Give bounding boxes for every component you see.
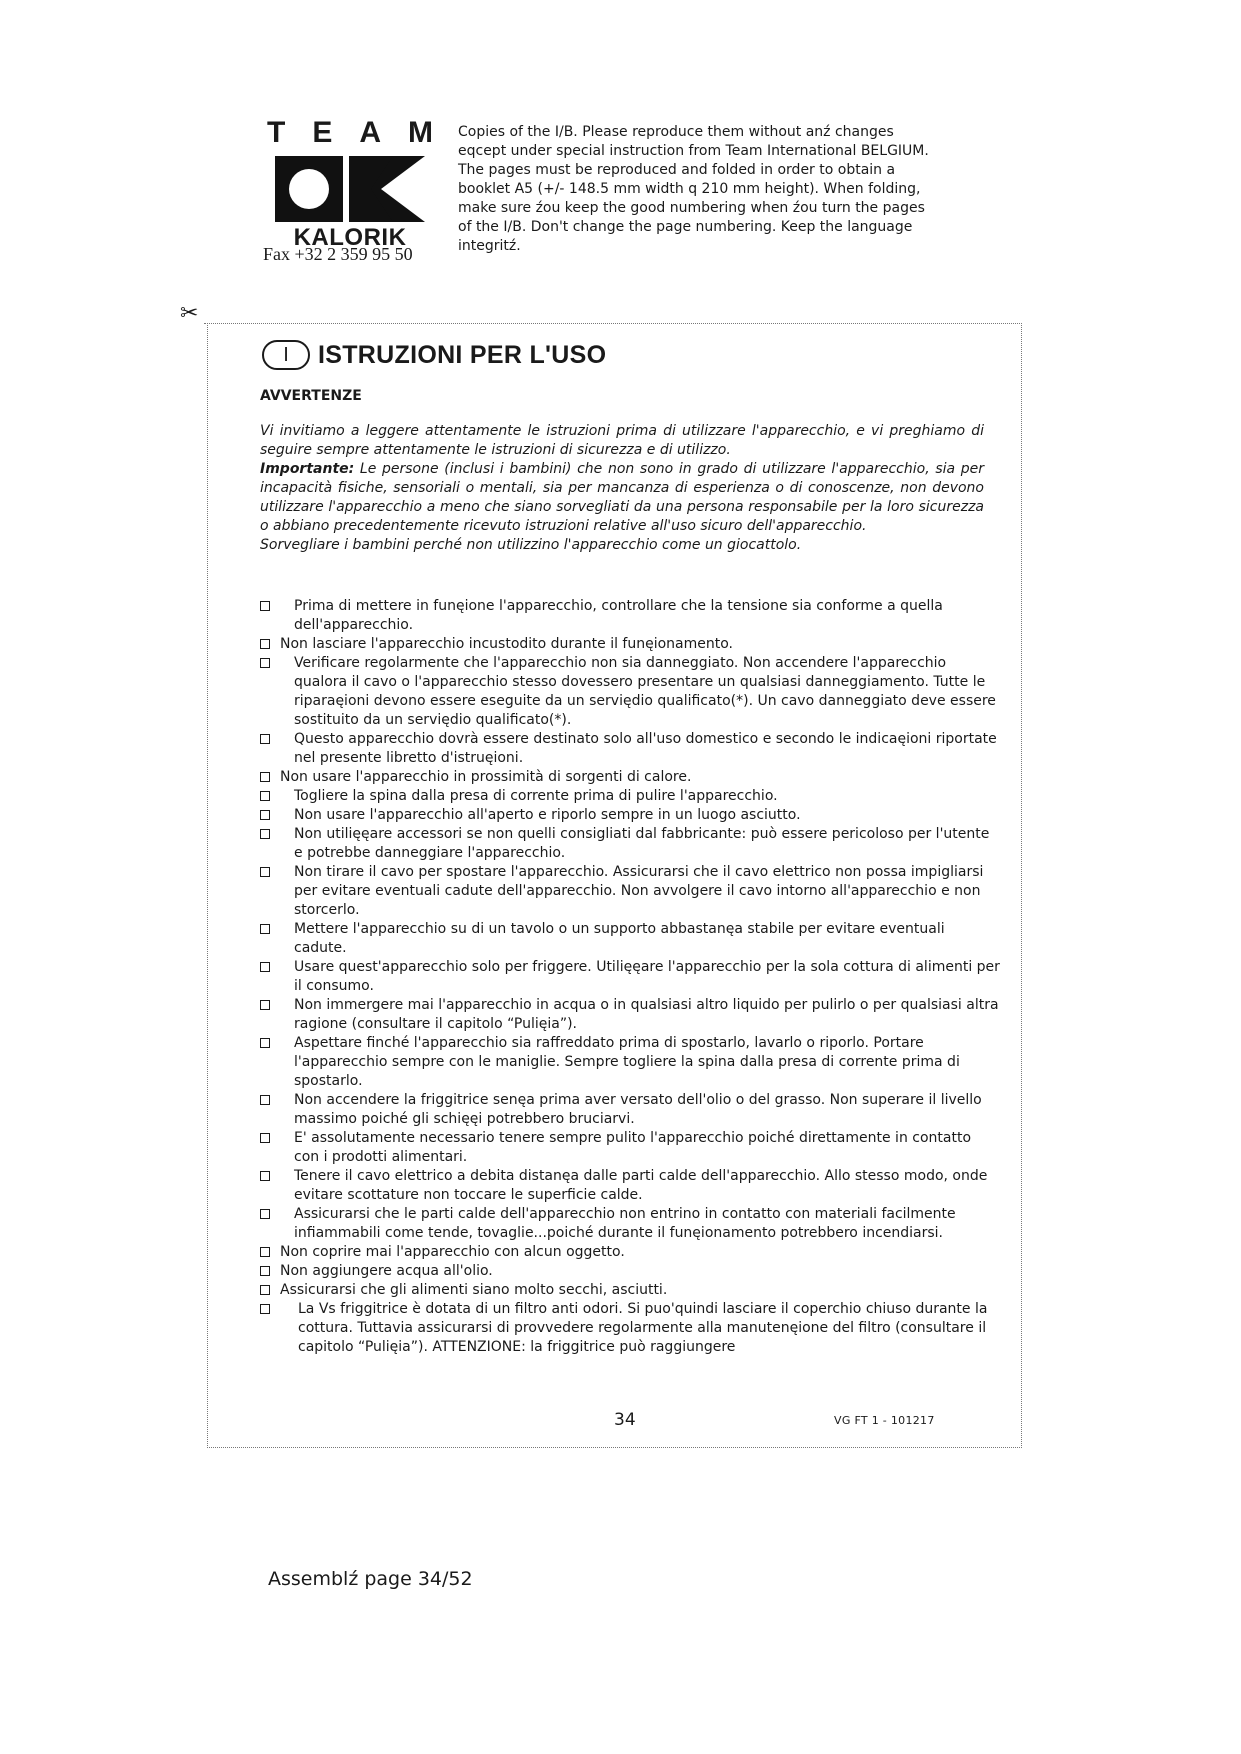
list-item [260, 1034, 1000, 1091]
list-item-text: Non accendere la friggitrice senęa prima aver versato dell'olio o del grasso. Non superare il livello massimo poiché gli schięęi potrebbero bruciarvi. [294, 1092, 982, 1127]
list-item-text: Non tirare il cavo per spostare l'apparecchio. Assicurarsi che il cavo elettrico non possa impigliarsi per evitare eventuali cadute dell'apparecchio. Non avvolgere il cavo intorno all'apparecchio e non storcerlo. [294, 864, 984, 918]
list-item [260, 635, 1000, 654]
intro-paragraph: Vi invitiamo a leggere attentamente le istruzioni prima di utilizzare l'apparecchio, e vi preghiamo di seguire sempre attentamente le istruzioni di sicurezza e di utilizzo. [260, 423, 984, 458]
checkbox-square-icon [260, 639, 270, 649]
note-line: Copies of the I/B. Please reproduce them without anź changes [458, 124, 894, 140]
checkbox-square-icon [260, 829, 270, 839]
checkbox-square-icon [260, 1000, 270, 1010]
checkbox-square-icon [260, 734, 270, 744]
note-line: integritź. [458, 238, 521, 254]
list-item-text: Mettere l'apparecchio su di un tavolo o un supporto abbastanęa stabile per evitare eventuali cadute. [294, 921, 945, 956]
important-paragraph [260, 460, 984, 536]
list-item-text: La Vs friggitrice è dotata di un filtro anti odori. Si puo'quindi lasciare il coperchio chiuso durante la cottura. Tuttavia assicurarsi di provvedere regolarmente alla manutenęione del filtro (consultare il capitolo “Pulięia”). ATTENZIONE: la friggitrice può raggiungere [298, 1301, 988, 1355]
page-number: 34 [614, 1410, 636, 1430]
list-item-text: Non usare l'apparecchio all'aperto e riporlo sempre in un luogo asciutto. [294, 807, 801, 823]
checkbox-square-icon [260, 867, 270, 877]
list-item-text: Non immergere mai l'apparecchio in acqua o in qualsiasi altro liquido per pulirlo o per qualsiasi altra ragione (consultare il capitolo “Pulięia”). [294, 997, 999, 1032]
checkbox-square-icon [260, 1304, 270, 1314]
intro-text [260, 422, 984, 555]
list-item-text: Non aggiungere acqua all'olio. [280, 1263, 493, 1279]
list-item [260, 1262, 1000, 1281]
list-item [260, 1167, 1000, 1205]
scissors-icon: ✂ [180, 301, 199, 326]
note-line: booklet A5 (+/- 148.5 mm width q 210 mm height). When folding, [458, 181, 921, 197]
warnings-subheading: AVVERTENZE [260, 388, 362, 404]
note-line: The pages must be reproduced and folded in order to obtain a [458, 162, 896, 178]
checkbox-square-icon [260, 810, 270, 820]
list-item-text: Verificare regolarmente che l'apparecchio non sia danneggiato. Non accendere l'apparecchio qualora il cavo o l'apparecchio stesso dovessero presentare un qualsiasi danneggiamento. Tutte le riparaęioni devono essere eseguite da un serviędio qualificato(*). Un cavo danneggiato deve essere sostituito da un serviędio qualificato(*). [294, 655, 996, 728]
note-line: of the I/B. Don't change the page numbering. Keep the language [458, 219, 913, 235]
list-item-text: Aspettare finché l'apparecchio sia raffreddato prima di spostarlo, lavarlo o riporlo. Portare l'apparecchio sempre con le maniglie. Sempre togliere la spina dalla presa di corrente prima di spostarlo. [294, 1035, 960, 1089]
checkbox-square-icon [260, 1247, 270, 1257]
checkbox-square-icon [260, 924, 270, 934]
logo-brand-text: KALORIK [293, 224, 407, 251]
section-title: ISTRUZIONI PER L'USO [318, 340, 607, 369]
language-badge-icon: I [262, 340, 310, 370]
list-item [260, 1243, 1000, 1262]
checkbox-square-icon [260, 1285, 270, 1295]
note-line: make sure źou keep the good numbering when źou turn the pages [458, 200, 925, 216]
assembly-page: Assemblź page 34/52 [268, 1568, 473, 1590]
list-item-text: Non lasciare l'apparecchio incustodito durante il funęionamento. [280, 636, 733, 652]
checkbox-square-icon [260, 1266, 270, 1276]
list-item [260, 1091, 1000, 1129]
document-code: VG FT 1 - 101217 [834, 1414, 935, 1427]
list-item [260, 787, 1000, 806]
list-item-text: Non usare l'apparecchio in prossimità di sorgenti di calore. [280, 769, 692, 785]
team-kalorik-logo [265, 118, 435, 252]
fax-number: Fax +32 2 359 95 50 [263, 244, 413, 264]
list-item-text: Usare quest'apparecchio solo per friggere. Utilięęare l'apparecchio per la sola cottura di alimenti per il consumo. [294, 959, 1000, 994]
list-item-text: Non coprire mai l'apparecchio con alcun oggetto. [280, 1244, 625, 1260]
list-item-text: Assicurarsi che gli alimenti siano molto secchi, asciutti. [280, 1282, 668, 1298]
warning-list [260, 597, 1000, 1357]
supervise-paragraph: Sorvegliare i bambini perché non utilizzino l'apparecchio come un giocattolo. [260, 537, 802, 553]
list-item-text: Non utilięęare accessori se non quelli consigliati dal fabbricante: può essere pericoloso per l'utente e potrebbe danneggiare l'apparecchio. [294, 826, 990, 861]
checkbox-square-icon [260, 1038, 270, 1048]
list-item [260, 863, 1000, 920]
important-label: Importante: [260, 461, 355, 477]
checkbox-square-icon [260, 658, 270, 668]
list-item [260, 654, 1000, 730]
checkbox-square-icon [260, 772, 270, 782]
list-item [260, 1281, 1000, 1300]
checkbox-square-icon [260, 1171, 270, 1181]
list-item-text: E' assolutamente necessario tenere sempre pulito l'apparecchio poiché direttamente in contatto con i prodotti alimentari. [294, 1130, 972, 1165]
reproduction-note [458, 123, 978, 256]
list-item-text: Tenere il cavo elettrico a debita distanęa dalle parti calde dell'apparecchio. Allo stesso modo, onde evitare scottature non toccare le superficie calde. [294, 1168, 988, 1203]
checkbox-square-icon [260, 791, 270, 801]
important-text: Le persone (inclusi i bambini) che non sono in grado di utilizzare l'apparecchio, sia per incapacità fisiche, sensoriali o mentali, sia per mancanza di esperienza o di conoscenze, non devono utilizzare l'apparecchio a meno che siano sorvegliati da una persona responsabile per la loro sicurezza o abbiano precedentemente ricevuto istruzioni relative all'uso sicuro dell'apparecchio. [260, 461, 984, 534]
list-item [260, 920, 1000, 958]
list-item-text: Questo apparecchio dovrà essere destinato solo all'uso domestico e secondo le indicaęioni riportate nel presente libretto d'istruęioni. [294, 731, 997, 766]
list-item-text: Togliere la spina dalla presa di corrente prima di pulire l'apparecchio. [294, 788, 778, 804]
checkbox-square-icon [260, 962, 270, 972]
list-item [260, 1300, 1000, 1357]
checkbox-square-icon [260, 1095, 270, 1105]
list-item [260, 825, 1000, 863]
list-item [260, 1129, 1000, 1167]
checkbox-square-icon [260, 601, 270, 611]
list-item-text: Prima di mettere in funęione l'apparecchio, controllare che la tensione sia conforme a quella dell'apparecchio. [294, 598, 943, 633]
section-heading [262, 340, 606, 370]
list-item [260, 1205, 1000, 1243]
checkbox-square-icon [260, 1133, 270, 1143]
note-line: eqcept under special instruction from Team International BELGIUM. [458, 143, 929, 159]
list-item [260, 597, 1000, 635]
logo-team-letters: T E A M [267, 116, 433, 149]
checkbox-square-icon [260, 1209, 270, 1219]
list-item [260, 806, 1000, 825]
kalorik-mark-icon [275, 156, 425, 222]
list-item [260, 958, 1000, 996]
list-item [260, 768, 1000, 787]
list-item-text: Assicurarsi che le parti calde dell'apparecchio non entrino in contatto con materiali facilmente infiammabili come tende, tovaglie...poiché durante il funęionamento potrebbero incendiarsi. [294, 1206, 956, 1241]
list-item [260, 730, 1000, 768]
list-item [260, 996, 1000, 1034]
